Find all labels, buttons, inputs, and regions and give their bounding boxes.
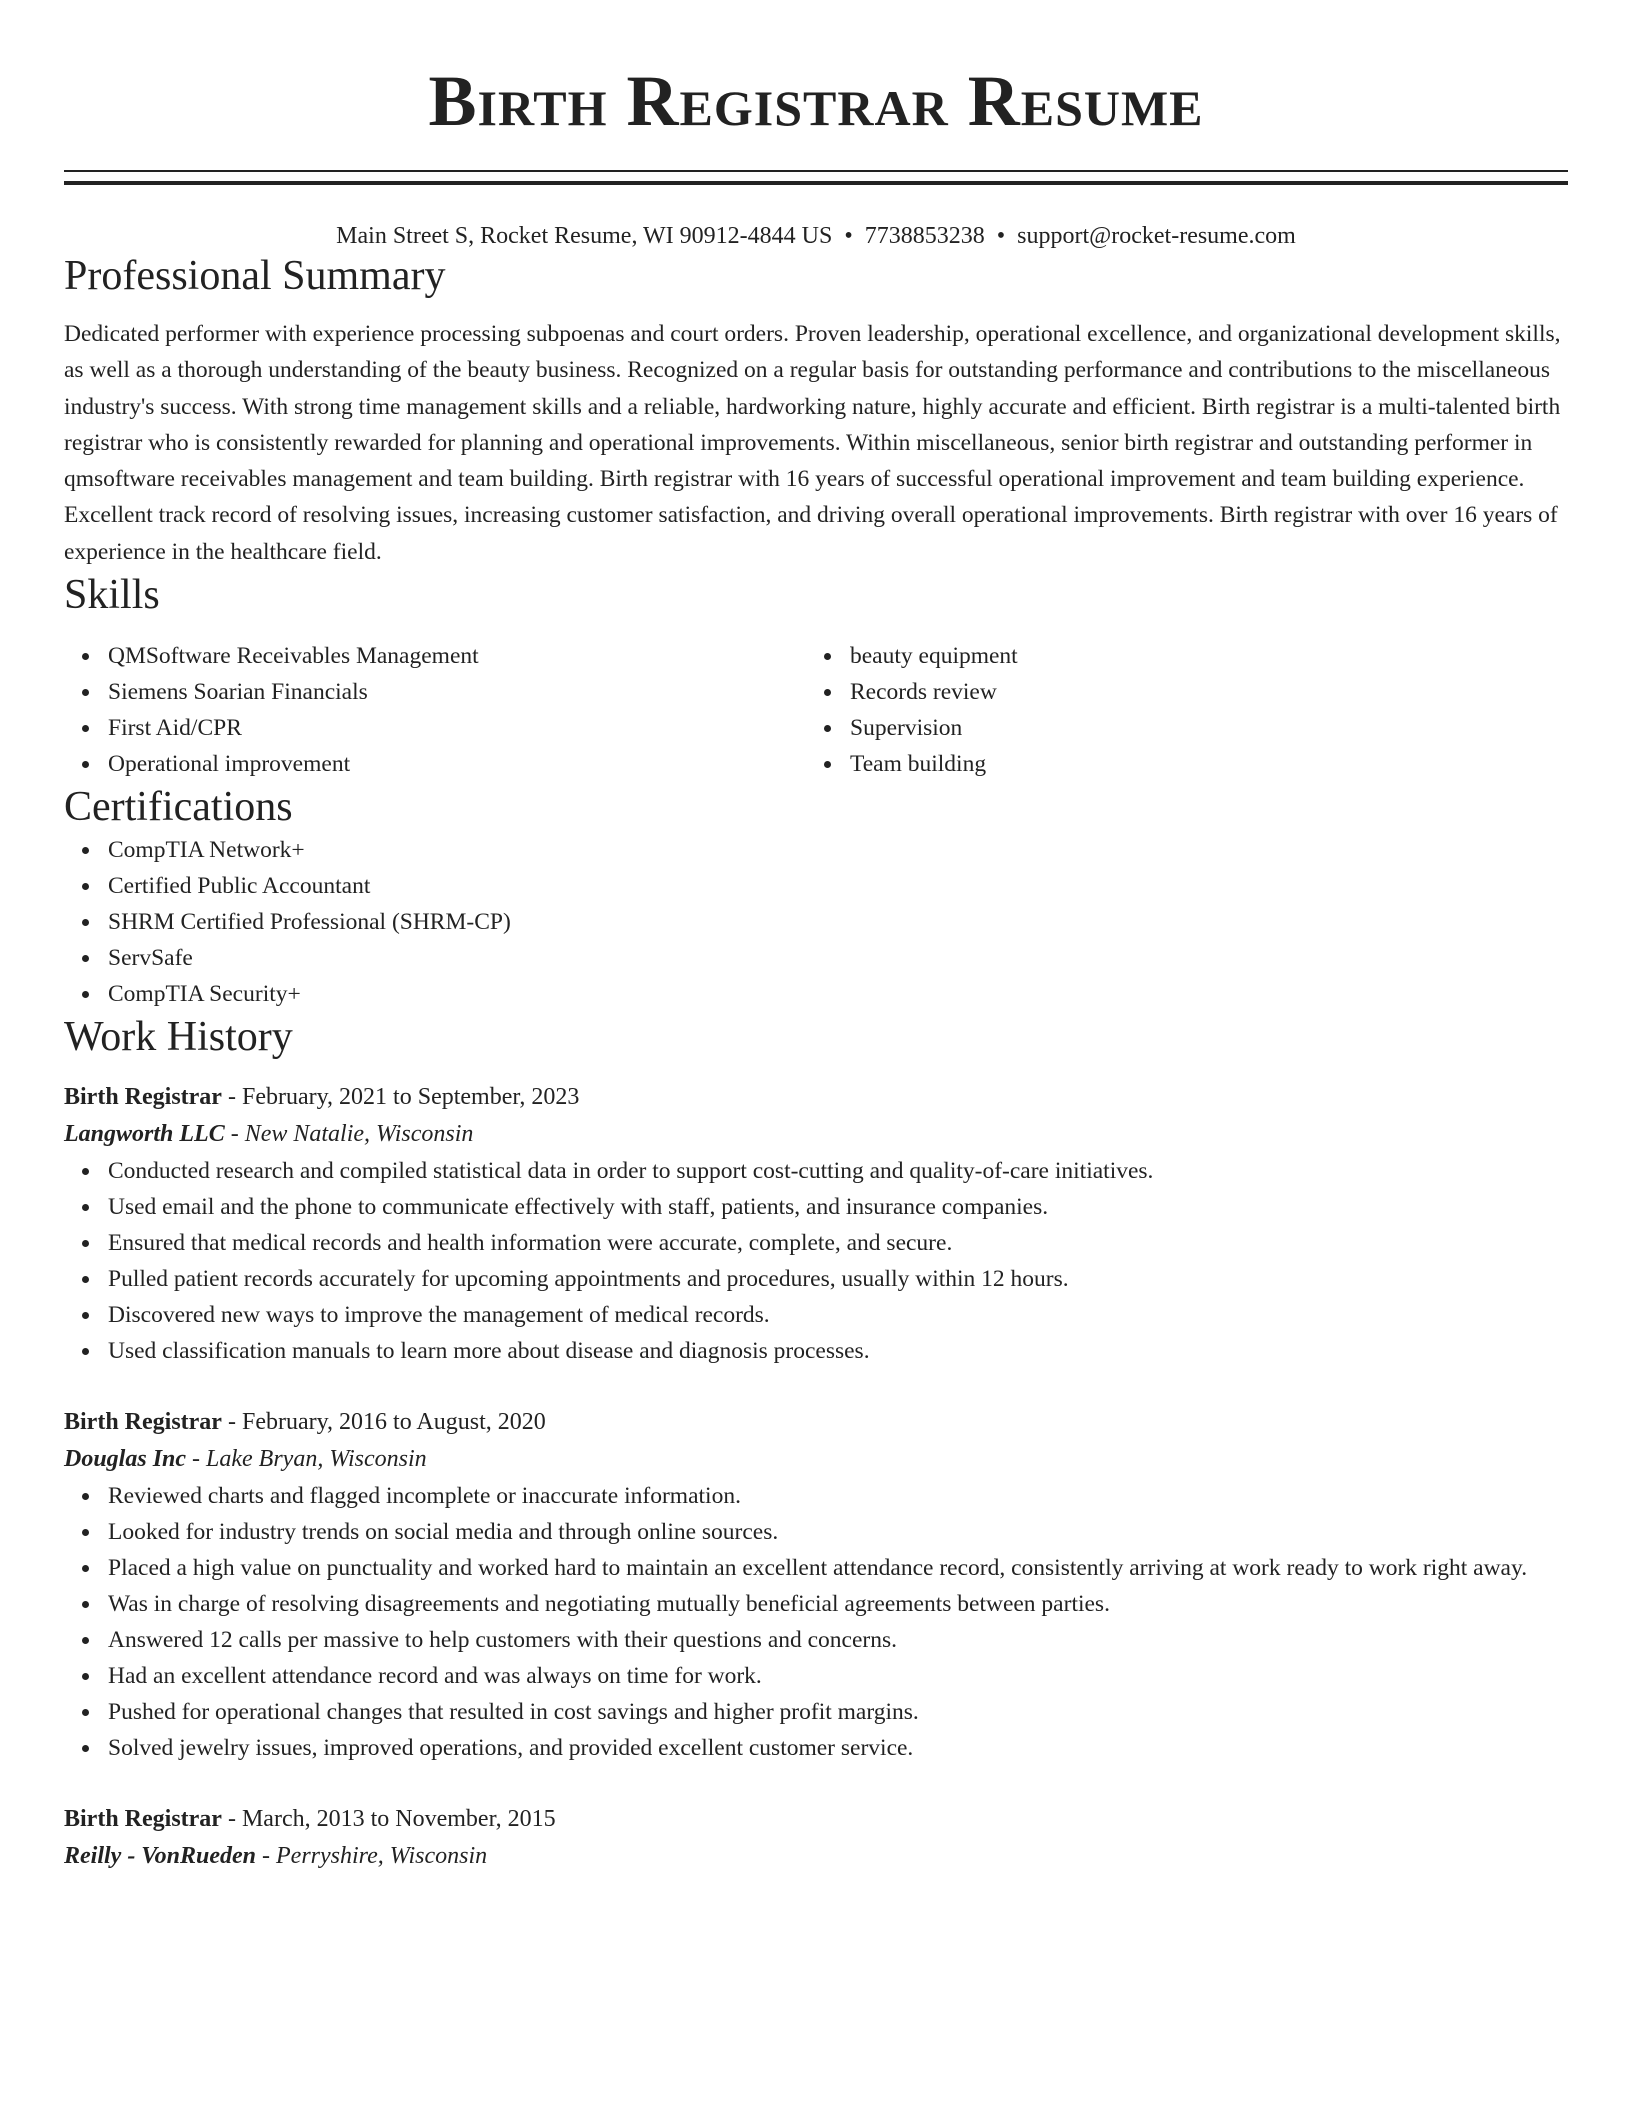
certification-item: CompTIA Security+ [108, 976, 1568, 1012]
job-duty-item: Answered 12 calls per massive to help customers with their questions and concerns. [108, 1622, 1568, 1658]
skill-item: First Aid/CPR [108, 710, 806, 746]
job-company-line: Langworth LLC - New Natalie, Wisconsin [64, 1121, 474, 1148]
job-company: Langworth LLC [64, 1121, 225, 1148]
certification-item: CompTIA Network+ [108, 832, 1568, 868]
job-title: Birth Registrar [64, 1084, 222, 1111]
contact-email: support@rocket-resume.com [1017, 223, 1296, 249]
job-duties-list [64, 1153, 1568, 1369]
skills-heading: Skills [64, 572, 160, 619]
job-title-line: Birth Registrar - February, 2021 to September, 2023 [64, 1084, 580, 1111]
contact-address: Main Street S, Rocket Resume, WI 90912-4844 US [336, 223, 833, 249]
job-title: Birth Registrar [64, 1409, 222, 1436]
job-duty-item: Used email and the phone to communicate effectively with staff, patients, and insurance companies. [108, 1189, 1568, 1225]
skill-item: Supervision [850, 710, 1548, 746]
certifications-list [64, 832, 1568, 1012]
job-duties-list [64, 1478, 1568, 1766]
job-title-line: Birth Registrar - March, 2013 to November, 2015 [64, 1806, 556, 1833]
skill-item: Operational improvement [108, 746, 806, 782]
job-location: New Natalie, Wisconsin [244, 1121, 474, 1148]
skill-item: QMSoftware Receivables Management [108, 638, 806, 674]
contact-separator: • [844, 223, 853, 249]
job-company-line: Reilly - VonRueden - Perryshire, Wisconsin [64, 1843, 488, 1870]
job-duty-item: Had an excellent attendance record and was always on time for work. [108, 1658, 1568, 1694]
skill-item: beauty equipment [850, 638, 1548, 674]
skills-column-left [64, 638, 806, 782]
job-duty-item: Discovered new ways to improve the management of medical records. [108, 1297, 1568, 1333]
job-duty-item: Pulled patient records accurately for upcoming appointments and procedures, usually within 12 hours. [108, 1261, 1568, 1297]
skills-grid [64, 638, 1568, 782]
job-duty-item: Looked for industry trends on social media and through online sources. [108, 1514, 1568, 1550]
summary-heading: Professional Summary [64, 253, 446, 299]
summary-text: Dedicated performer with experience processing subpoenas and court orders. Proven leadership, operational excellence, and organizational development skills, as well as a thorough understanding of the beauty business. Recognized on a regular basis for outstanding performance and contributions to the miscellaneous industry's success. With strong time management skills and a reliable, hardworking nature, highly accurate and efficient. Birth registrar is a multi-talented birth registrar who is consistently rewarded for planning and operational improvements. Within miscellaneous, senior birth registrar and outstanding performer in qmsoftware receivables management and team building. Birth registrar with 16 years of successful operational improvement and team building experience. Excellent track record of resolving issues, increasing customer satisfaction, and driving overall operational improvements. Birth registrar with over 16 years of experience in the healthcare field. [64, 321, 1561, 565]
job-entry [64, 1800, 1568, 1875]
contact-phone: 7738853238 [864, 223, 985, 249]
skill-item: Records review [850, 674, 1548, 710]
job-dates: February, 2021 to September, 2023 [241, 1084, 580, 1111]
job-duty-item: Was in charge of resolving disagreements and negotiating mutually beneficial agreements between parties. [108, 1586, 1568, 1622]
title-double-rule [64, 170, 1568, 185]
job-entry [64, 1078, 1568, 1369]
certification-item: ServSafe [108, 940, 1568, 976]
job-company: Reilly - VonRueden [64, 1843, 257, 1870]
job-entry [64, 1403, 1568, 1766]
job-duty-item: Pushed for operational changes that resulted in cost savings and higher profit margins. [108, 1694, 1568, 1730]
job-duty-item: Placed a high value on punctuality and worked hard to maintain an excellent attendance record, consistently arriving at work ready to work right away. [108, 1550, 1568, 1586]
job-title-line: Birth Registrar - February, 2016 to August, 2020 [64, 1409, 546, 1436]
job-duty-item: Solved jewelry issues, improved operations, and provided excellent customer service. [108, 1730, 1568, 1766]
job-dates: February, 2016 to August, 2020 [241, 1409, 546, 1436]
job-company: Douglas Inc [64, 1446, 187, 1473]
resume-title: Birth Registrar Resume [428, 61, 1204, 141]
job-dates: March, 2013 to November, 2015 [241, 1806, 556, 1833]
job-duty-item: Ensured that medical records and health information were accurate, complete, and secure. [108, 1225, 1568, 1261]
skill-item: Team building [850, 746, 1548, 782]
job-company-line: Douglas Inc - Lake Bryan, Wisconsin [64, 1446, 427, 1473]
job-location: Lake Bryan, Wisconsin [206, 1446, 427, 1473]
certification-item: SHRM Certified Professional (SHRM-CP) [108, 904, 1568, 940]
certification-item: Certified Public Accountant [108, 868, 1568, 904]
job-title: Birth Registrar [64, 1806, 222, 1833]
job-duty-item: Conducted research and compiled statistical data in order to support cost-cutting and quality-of-care initiatives. [108, 1153, 1568, 1189]
job-location: Perryshire, Wisconsin [276, 1843, 488, 1870]
skill-item: Siemens Soarian Financials [108, 674, 806, 710]
skills-list-right [806, 638, 1548, 782]
job-duty-item: Used classification manuals to learn more about disease and diagnosis processes. [108, 1333, 1568, 1369]
contact-separator: • [996, 223, 1006, 249]
contact-line [64, 221, 1568, 251]
skills-list-left [64, 638, 806, 782]
skills-column-right [806, 638, 1548, 782]
certifications-heading: Certifications [64, 784, 293, 831]
work-history-heading: Work History [64, 1014, 293, 1061]
job-duty-item: Reviewed charts and flagged incomplete or inaccurate information. [108, 1478, 1568, 1514]
